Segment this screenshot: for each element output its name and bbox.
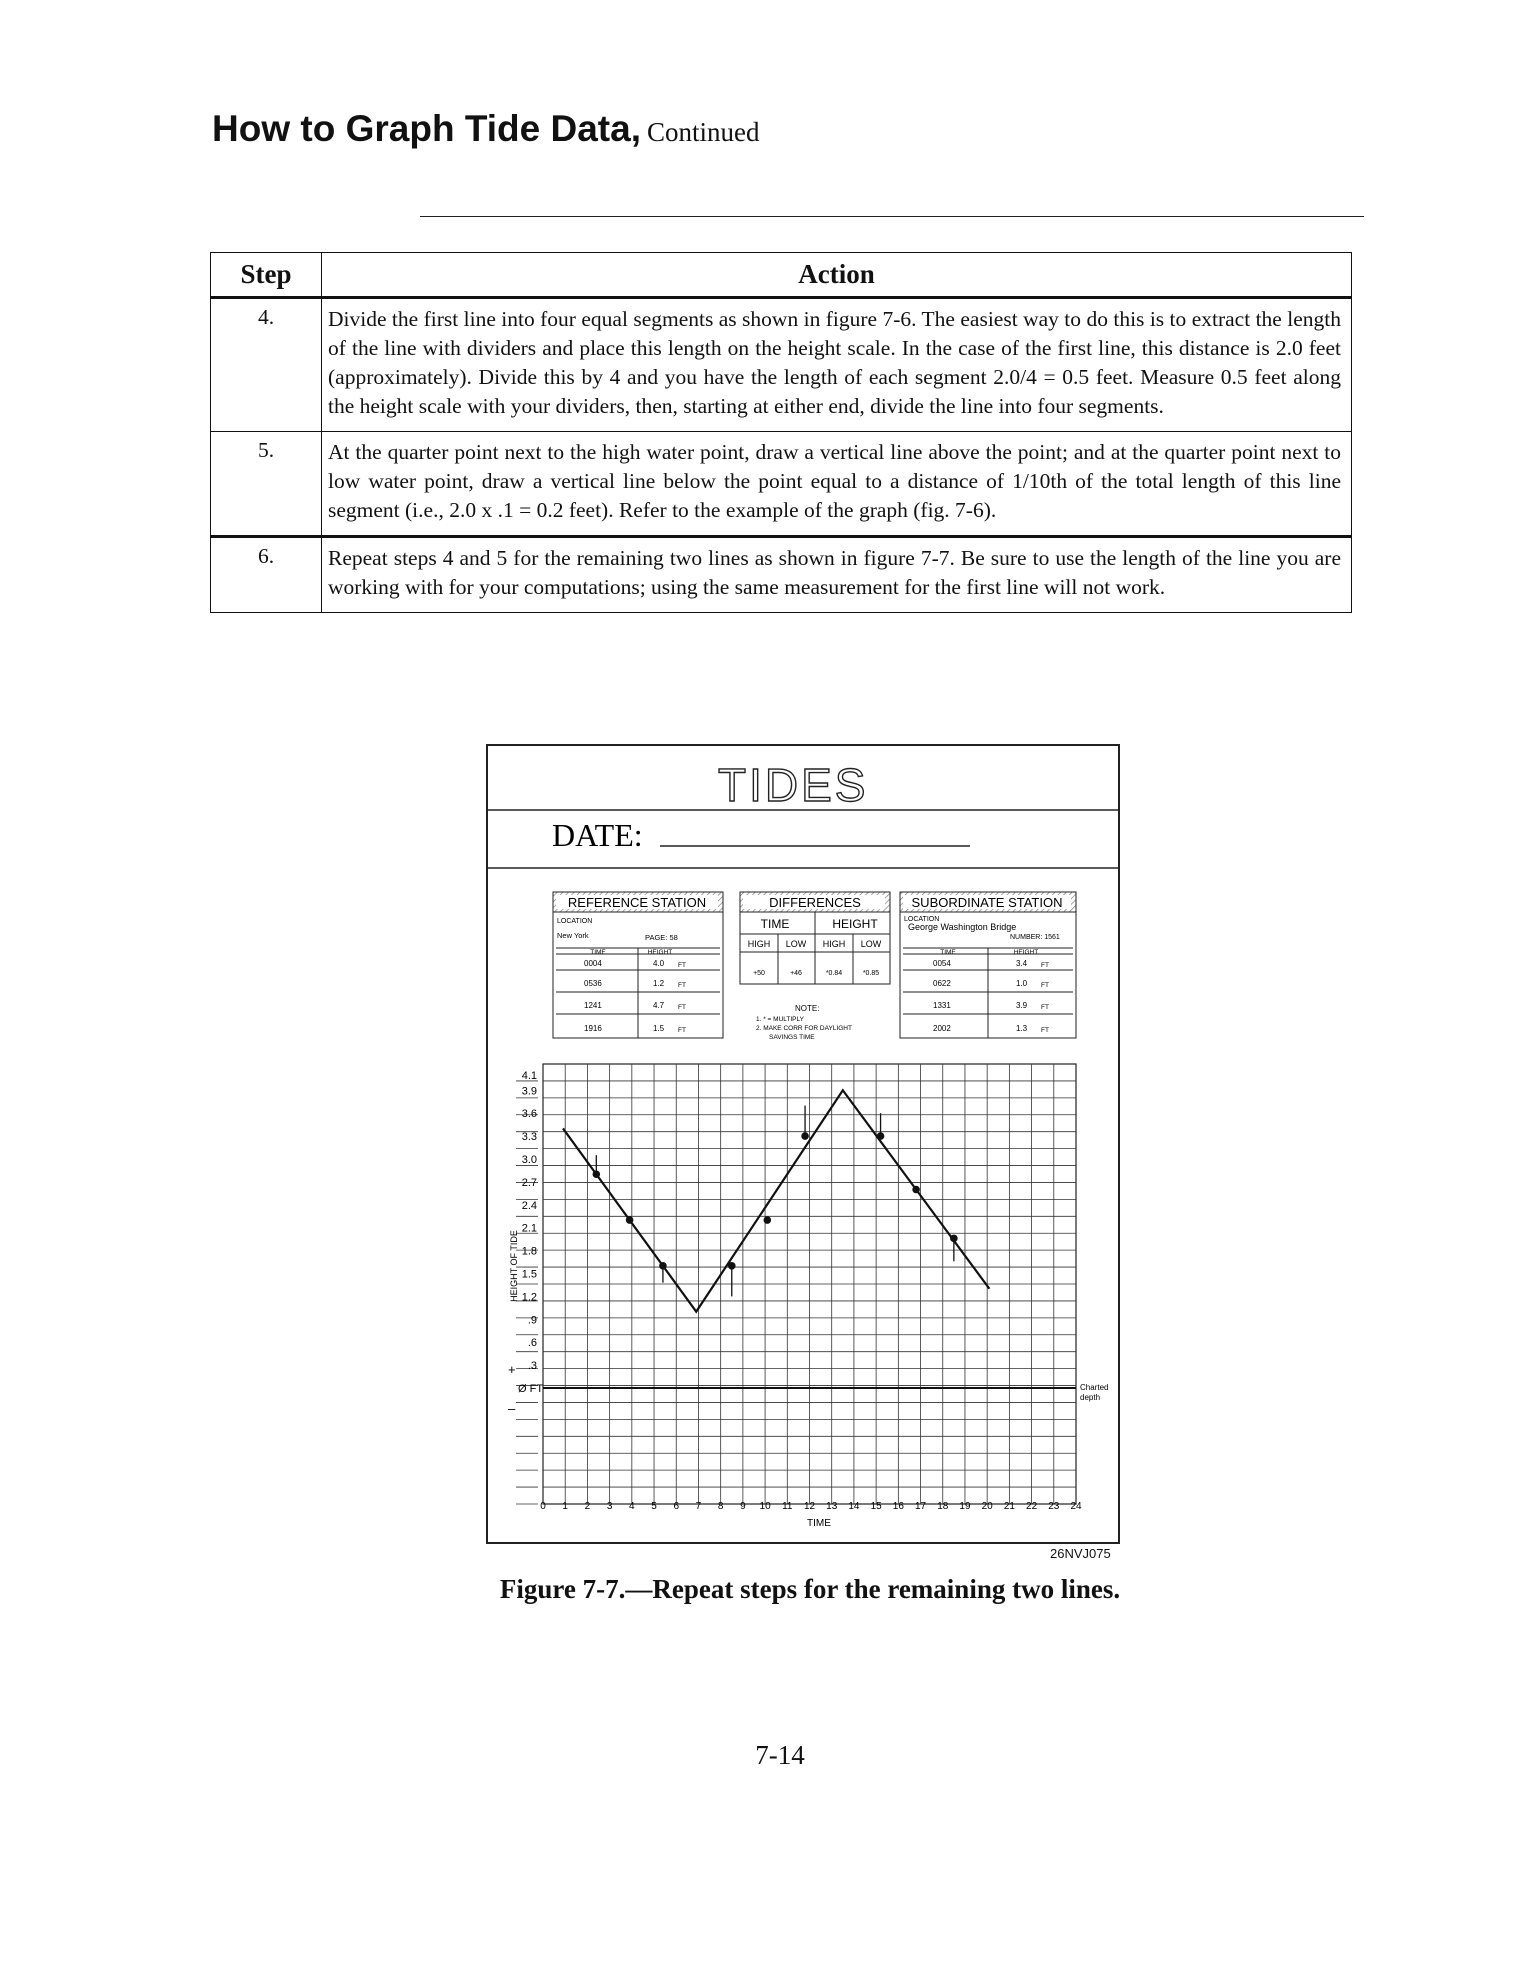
x-tick-label: 8 [717, 1501, 724, 1512]
reference-height: 4.0 [653, 959, 665, 968]
x-tick-label: 10 [759, 1501, 771, 1512]
x-tick-label: 12 [803, 1501, 816, 1512]
step-action: At the quarter point next to the high water point, draw a vertical line above the point; and at the quarter point next to low water point, draw a vertical line below the point equal to a distance of 1/10th of the total length of this line segment (i.e., 2.0 x .1 = 0.2 feet). Refer to the example of the graph (fig. 7-6). [322, 432, 1352, 537]
x-tick-label: 24 [1070, 1501, 1082, 1512]
differences-value: +50 [753, 970, 765, 977]
x-tick-label: 2 [584, 1501, 591, 1512]
x-tick-label: 9 [740, 1501, 746, 1512]
reference-height: 4.7 [653, 1001, 665, 1010]
minus-sign: – [508, 1401, 516, 1416]
page-number: 7-14 [755, 1740, 805, 1770]
x-tick-label: 5 [651, 1501, 657, 1512]
differences-sub: LOW [785, 939, 807, 949]
y-tick-label: 2.1 [521, 1222, 537, 1235]
page-title-continued: Continued [646, 117, 760, 147]
differences-time-col: TIME [760, 917, 790, 931]
reference-time: 0004 [584, 959, 602, 968]
header-rule [420, 216, 1364, 217]
x-tick-label: 21 [1003, 1501, 1015, 1512]
differences-box [740, 892, 890, 1041]
quarter-point [728, 1262, 736, 1270]
quarter-point [764, 1216, 772, 1224]
x-tick-label: 0 [540, 1501, 546, 1512]
subordinate-station-header: SUBORDINATE STATION [911, 895, 1063, 910]
step-action: Divide the first line into four equal segments as shown in figure 7-6. The easiest way to do this is to extract the length of the line with dividers and place this length on the height scale. In the case of the first line, this distance is 2.0 feet (approximately). Divide this by 4 and you have the length of each segment 2.0/4 = 0.5 feet. Measure 0.5 feet along the height scale with your dividers, then, starting at either end, divide the line into four segments. [322, 298, 1352, 432]
step-action: Repeat steps 4 and 5 for the remaining two lines as shown in figure 7-7. Be sure to use the length of the line you are working with for your computations; using the same measurement for the first line will not work. [322, 537, 1352, 613]
x-tick-label: 11 [782, 1501, 793, 1512]
zero-ft-label: Ø FT [518, 1383, 544, 1395]
differences-note-1: 1. * = MULTIPLY [756, 1016, 804, 1023]
subordinate-time: 0622 [933, 979, 951, 988]
y-tick-label: 4.1 [521, 1070, 537, 1082]
subordinate-unit: FT [1041, 1027, 1049, 1034]
differences-note-title: NOTE: [795, 1004, 820, 1013]
subordinate-height: 3.9 [1016, 1001, 1028, 1010]
quarter-point [593, 1170, 601, 1178]
reference-unit: FT [678, 1004, 686, 1011]
tides-figure [486, 744, 1120, 1544]
x-tick-label: 19 [959, 1501, 971, 1512]
reference-station-box [553, 892, 723, 1038]
page-header [212, 108, 759, 150]
reference-time: 0536 [584, 979, 602, 988]
subordinate-height: 1.3 [1016, 1024, 1028, 1033]
subordinate-station-box [900, 892, 1076, 1038]
reference-height: 1.5 [653, 1024, 665, 1033]
y-tick-label: 2.4 [521, 1199, 537, 1212]
subordinate-unit: FT [1041, 1004, 1049, 1011]
y-tick-label: 3.3 [521, 1131, 537, 1144]
x-tick-label: 16 [892, 1501, 904, 1512]
subordinate-time: 1331 [933, 1001, 951, 1010]
charted-depth-label-2: depth [1080, 1393, 1101, 1402]
y-tick-label: .3 [527, 1360, 537, 1373]
tides-title: TIDES [718, 759, 869, 811]
differences-sub: HIGH [747, 939, 771, 949]
x-tick-label: 23 [1048, 1501, 1060, 1512]
differences-value: *0.84 [825, 970, 843, 977]
differences-note-3: SAVINGS TIME [769, 1034, 815, 1041]
table-row [211, 432, 1352, 537]
tide-graph [516, 1064, 1082, 1512]
y-tick-label: 3.6 [521, 1108, 537, 1121]
differences-header: DIFFERENCES [769, 895, 861, 910]
plus-sign: + [508, 1362, 516, 1377]
differences-height-col: HEIGHT [832, 917, 878, 931]
reference-location-label: LOCATION [557, 918, 593, 925]
subordinate-height: 1.0 [1016, 979, 1028, 988]
date-label: DATE: [552, 817, 643, 853]
y-tick-label: 1.5 [521, 1268, 537, 1281]
x-tick-label: 18 [937, 1501, 949, 1512]
step-number: 5. [211, 432, 322, 537]
subordinate-unit: FT [1041, 962, 1049, 969]
x-tick-label: 1 [562, 1501, 568, 1512]
reference-time: 1241 [584, 1001, 602, 1010]
steps-table [210, 252, 1352, 613]
reference-time: 1916 [584, 1024, 602, 1033]
differences-value: +46 [790, 970, 802, 977]
subordinate-unit: FT [1041, 982, 1049, 989]
step-number: 4. [211, 298, 322, 432]
quarter-point [659, 1262, 667, 1270]
x-tick-label: 7 [695, 1501, 702, 1512]
x-tick-label: 3 [606, 1501, 613, 1512]
x-tick-label: 17 [914, 1501, 927, 1512]
quarter-point [912, 1186, 920, 1194]
table-row [211, 298, 1352, 432]
figure-caption: Figure 7-7.—Repeat steps for the remaining two lines. [499, 1574, 1121, 1604]
tides-figure-svg [488, 746, 1122, 1546]
differences-value: *0.85 [862, 970, 880, 977]
figure-id: 26NVJ075 [1050, 1546, 1111, 1561]
x-tick-label: 13 [826, 1501, 838, 1512]
y-tick-label: .6 [527, 1337, 537, 1350]
y-tick-label: 1.2 [521, 1291, 537, 1304]
y-tick-label: 3.9 [521, 1085, 537, 1098]
subordinate-time: 0054 [933, 959, 951, 968]
x-tick-label: 22 [1026, 1501, 1038, 1512]
subordinate-location-label: LOCATION [904, 916, 940, 923]
table-row [211, 537, 1352, 613]
reference-unit: FT [678, 982, 686, 989]
step-column-header: Step [211, 253, 322, 298]
x-tick-label: 14 [848, 1501, 860, 1512]
subordinate-location: George Washington Bridge [908, 922, 1017, 932]
y-tick-label: 1.8 [521, 1245, 537, 1258]
y-tick-label: .9 [527, 1314, 537, 1327]
subordinate-number: NUMBER: 1561 [1010, 934, 1060, 941]
subordinate-time: 2002 [933, 1024, 951, 1033]
x-tick-label: 20 [981, 1501, 993, 1512]
x-tick-label: 6 [673, 1501, 680, 1512]
reference-location: New York [557, 931, 589, 940]
x-tick-label: 15 [870, 1501, 882, 1512]
reference-station-header: REFERENCE STATION [567, 895, 707, 910]
subordinate-height-col: HEIGHT [1013, 949, 1039, 956]
y-axis-label: HEIGHT OF TIDE [509, 1230, 519, 1302]
reference-unit: FT [678, 962, 686, 969]
step-number: 6. [211, 537, 322, 613]
quarter-point [950, 1235, 958, 1243]
action-column-header: Action [322, 253, 1352, 298]
reference-height-col: HEIGHT [647, 949, 673, 956]
x-tick-label: 4 [629, 1501, 635, 1512]
page-title: How to Graph Tide Data, [212, 108, 641, 149]
y-tick-label: 3.0 [521, 1153, 537, 1166]
quarter-point [801, 1132, 809, 1140]
quarter-point [626, 1216, 634, 1224]
charted-depth-label: Charted [1080, 1383, 1109, 1392]
differences-sub: LOW [860, 939, 882, 949]
tide-curve-line [563, 1090, 989, 1311]
subordinate-time-col: TIME [940, 949, 956, 956]
reference-height: 1.2 [653, 979, 665, 988]
quarter-point [877, 1132, 885, 1140]
differences-sub: HIGH [822, 939, 846, 949]
subordinate-height: 3.4 [1016, 959, 1028, 968]
y-tick-label: 2.7 [521, 1176, 537, 1189]
reference-unit: FT [678, 1027, 686, 1034]
reference-time-col: TIME [590, 949, 606, 956]
differences-note-2: 2. MAKE CORR FOR DAYLIGHT [756, 1025, 852, 1032]
reference-page: PAGE: 58 [645, 933, 678, 942]
x-axis-label: TIME [807, 1518, 831, 1529]
